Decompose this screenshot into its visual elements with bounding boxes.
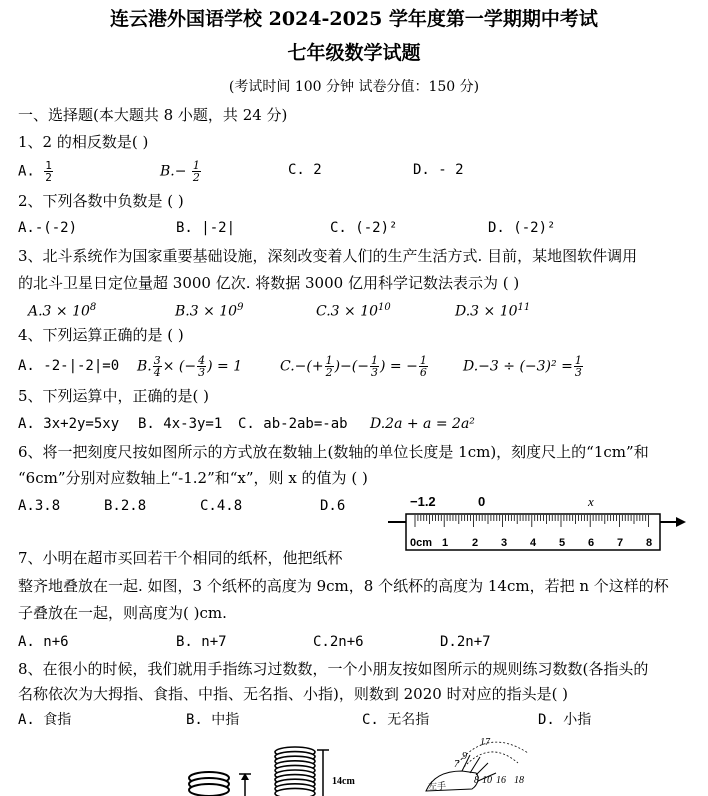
question-3-line-2: 的北斗卫星日定位量超 3000 亿次. 将数据 3000 亿用科学记数法表示为 ( ) — [18, 274, 520, 292]
q7-option-c: C.2n+6 — [313, 634, 364, 650]
label-minus-1-2: −1.2 — [410, 494, 436, 509]
finger-num-8: 8 — [474, 775, 479, 786]
question-5-stem: 5、下列运算中，正确的是( ) — [18, 387, 210, 405]
exam-subtitle: 七年级数学试题 — [287, 42, 421, 64]
finger-num-18: 18 — [514, 775, 524, 786]
exam-info: (考试时间 100 分钟 试卷分值：150 分) — [228, 79, 480, 95]
ruler-label-3: 3 — [501, 537, 508, 549]
question-8-line-1: 8、在很小的时候，我们就用手指练习过数数，一个小朋友按如图所示的规则练习数数(各指头的 — [18, 660, 649, 678]
question-6-line-1: 6、将一把刻度尺按如图所示的方式放在数轴上(数轴的单位长度是 1cm)，刻度尺上的“1cm”和 — [18, 443, 649, 461]
question-2-stem: 2、下列各数中负数是 ( ) — [18, 192, 184, 210]
q7-option-a: A. n+6 — [18, 634, 69, 650]
hand-label: 左手 — [428, 782, 447, 792]
q3-option-b: $B.3 \times 10^9$ — [175, 302, 244, 320]
exam-title: 连云港外国语学校 2024-2025 学年度第一学期期中考试 — [110, 8, 598, 30]
label-x: x — [588, 494, 594, 509]
hand-counting-figure — [418, 733, 548, 796]
q2-option-c: C. (-2)² — [330, 220, 398, 236]
question-8-line-2: 名称依次为大拇指、食指、中指、无名指、小指)，则数到 2020 时对应的指头是( ) — [18, 685, 569, 703]
q7-option-d: D.2n+7 — [440, 634, 491, 650]
q1-option-d: D. - 2 — [413, 162, 464, 178]
q6-option-d: D.6 — [320, 498, 346, 514]
q8-option-b: B. 中指 — [186, 712, 240, 728]
q2-option-a: A.-(-2) — [18, 220, 78, 236]
q6-option-b: B.2.8 — [104, 498, 147, 514]
question-6-line-2: “6cm”分别对应数轴上“-1.2”和“x”，则 x 的值为 ( ) — [18, 469, 368, 487]
ruler-label-1: 1 — [442, 537, 449, 549]
q1-option-a: A. $\frac{1}{2}$ — [18, 159, 52, 184]
question-1-stem: 1、2 的相反数是( ) — [18, 133, 149, 151]
small-cup-stack — [189, 772, 229, 796]
ruler-label-5: 5 — [559, 537, 566, 549]
ruler-label-7: 7 — [617, 537, 624, 549]
q5-option-a: A. 3x+2y=5xy — [18, 416, 120, 432]
q8-option-d: D. 小指 — [538, 712, 592, 728]
q4-option-c: C.−(+ $\frac{1}{2}$ )−(− $\frac{1}{3}$ ) = − $\frac{1}{6}$ — [280, 354, 427, 379]
question-7-line-2: 整齐地叠放在一起. 如图，3 个纸杯的高度为 9cm，8 个纸杯的高度为 14cm，若把 n 个这样的杯 — [18, 577, 669, 595]
q2-option-d: D. (-2)² — [488, 220, 556, 236]
question-7-line-3: 子叠放在一起，则高度为( )cm. — [18, 604, 227, 622]
q7-option-b: B. n+7 — [176, 634, 227, 650]
q2-option-b: B. |-2| — [176, 220, 236, 236]
q5-option-b: B. 4x-3y=1 — [138, 416, 223, 432]
q6-option-a: A.3.8 — [18, 498, 61, 514]
label-zero: 0 — [478, 494, 486, 509]
q6-option-c: C.4.8 — [200, 498, 243, 514]
q4-option-d: D.−3 ÷ (−3)² = $\frac{1}{3}$ — [463, 354, 582, 379]
finger-num-10: 10 — [482, 775, 492, 786]
finger-num-7: 7 — [454, 759, 459, 770]
q4-option-b: B. $\frac{3}{4}$ × (− $\frac{4}{3}$ ) = 1 — [137, 354, 243, 379]
number-line-arrow — [676, 517, 686, 527]
cup-stack-figure — [185, 740, 375, 796]
ruler-number-line-figure — [388, 490, 688, 556]
finger-num-9: 9 — [462, 751, 467, 762]
q8-option-a: A. 食指 — [18, 712, 72, 728]
height-label-14cm: 14cm — [332, 776, 355, 787]
q3-option-d: $D.3 \times 10^{11}$ — [455, 302, 531, 320]
q5-option-c: C. ab-2ab=-ab — [238, 416, 348, 432]
q8-option-c: C. 无名指 — [362, 712, 430, 728]
ruler-label-4: 4 — [530, 537, 537, 549]
q1-option-c: C. 2 — [288, 162, 322, 178]
question-7-line-1: 7、小明在超市买回若干个相同的纸杯，他把纸杯 — [18, 549, 343, 567]
finger-num-16: 16 — [496, 775, 506, 786]
q4-option-a: A. -2-|-2|=0 — [18, 358, 120, 374]
q3-option-c: $C.3 \times 10^{10}$ — [316, 302, 391, 320]
section-heading: 一、选择题(本大题共 8 小题，共 24 分) — [18, 106, 288, 124]
ruler-label-8: 8 — [646, 537, 653, 549]
q5-option-d: D.2a + a = 2a² — [370, 416, 475, 432]
tall-cup-stack — [275, 747, 315, 796]
finger-num-17: 17 — [480, 737, 490, 748]
ruler-label-6: 6 — [588, 537, 595, 549]
question-3-line-1: 3、北斗系统作为国家重要基础设施，深刻改变着人们的生产生活方式. 目前，某地图软件调用 — [18, 247, 638, 265]
ruler-label-0: 0cm — [410, 537, 433, 549]
question-4-stem: 4、下列运算正确的是 ( ) — [18, 326, 184, 344]
q1-option-b: B.− $\frac{1}{2}$ — [160, 159, 200, 184]
q3-option-a: $A.3 \times 10^8$ — [28, 302, 97, 320]
ruler-label-2: 2 — [472, 537, 479, 549]
cup-ring — [275, 788, 315, 796]
